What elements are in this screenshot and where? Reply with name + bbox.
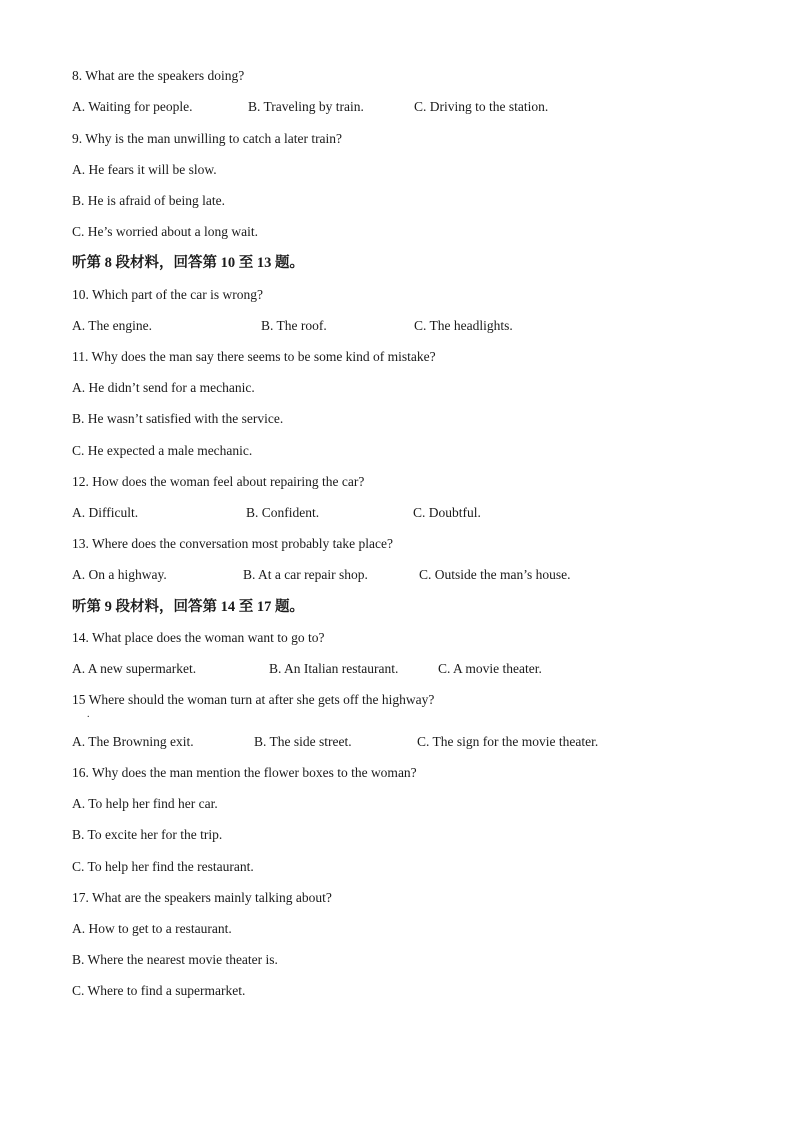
q14-option-b: B. An Italian restaurant. — [269, 661, 399, 676]
q13-option-c: C. Outside the man’s house. — [419, 567, 571, 582]
q10-option-c: C. The headlights. — [414, 318, 513, 333]
q9-option-c: C. He’s worried about a long wait. — [72, 224, 258, 239]
q8-option-c: C. Driving to the station. — [414, 99, 549, 114]
question-15: 15 Where should the woman turn at after she gets off the highway? — [72, 692, 435, 707]
q17-option-a: A. How to get to a restaurant. — [72, 921, 232, 936]
q17-option-b: B. Where the nearest movie theater is. — [72, 952, 278, 967]
q11-option-b: B. He wasn’t satisfied with the service. — [72, 411, 284, 426]
q15-option-a: A. The Browning exit. — [72, 734, 194, 749]
q10-option-a: A. The engine. — [72, 318, 152, 333]
question-9: 9. Why is the man unwilling to catch a later train? — [72, 131, 343, 146]
q15-option-b: B. The side street. — [254, 734, 352, 749]
question-8: 8. What are the speakers doing? — [72, 68, 245, 83]
q14-option-c: C. A movie theater. — [438, 661, 542, 676]
q11-option-c: C. He expected a male mechanic. — [72, 443, 253, 458]
q10-option-b: B. The roof. — [261, 318, 327, 333]
question-17: 17. What are the speakers mainly talking about? — [72, 890, 332, 905]
question-16: 16. Why does the man mention the flower boxes to the woman? — [72, 765, 417, 780]
question-10: 10. Which part of the car is wrong? — [72, 287, 263, 302]
q9-option-b: B. He is afraid of being late. — [72, 193, 225, 208]
q9-option-a: A. He fears it will be slow. — [72, 162, 217, 177]
q13-option-a: A. On a highway. — [72, 567, 167, 582]
q14-option-a: A. A new supermarket. — [72, 661, 197, 676]
question-13: 13. Where does the conversation most probably take place? — [72, 536, 394, 551]
stray-dot: . — [87, 709, 90, 720]
q16-option-a: A. To help her find her car. — [72, 796, 218, 811]
question-11: 11. Why does the man say there seems to be some kind of mistake? — [72, 349, 436, 364]
q16-option-b: B. To excite her for the trip. — [72, 827, 223, 842]
q15-option-c: C. The sign for the movie theater. — [417, 734, 599, 749]
q12-option-c: C. Doubtful. — [413, 505, 481, 520]
q16-option-c: C. To help her find the restaurant. — [72, 859, 254, 874]
q13-option-b: B. At a car repair shop. — [243, 567, 368, 582]
question-14: 14. What place does the woman want to go to? — [72, 630, 325, 645]
q12-option-a: A. Difficult. — [72, 505, 139, 520]
q8-option-b: B. Traveling by train. — [248, 99, 364, 114]
question-12: 12. How does the woman feel about repairing the car? — [72, 474, 365, 489]
q8-option-a: A. Waiting for people. — [72, 99, 193, 114]
q12-option-b: B. Confident. — [246, 505, 320, 520]
section-9-heading: 听第 9 段材料，回答第 14 至 17 题。 — [72, 599, 304, 615]
q11-option-a: A. He didn’t send for a mechanic. — [72, 380, 255, 395]
section-8-heading: 听第 8 段材料，回答第 10 至 13 题。 — [72, 255, 304, 271]
q17-option-c: C. Where to find a supermarket. — [72, 983, 246, 998]
